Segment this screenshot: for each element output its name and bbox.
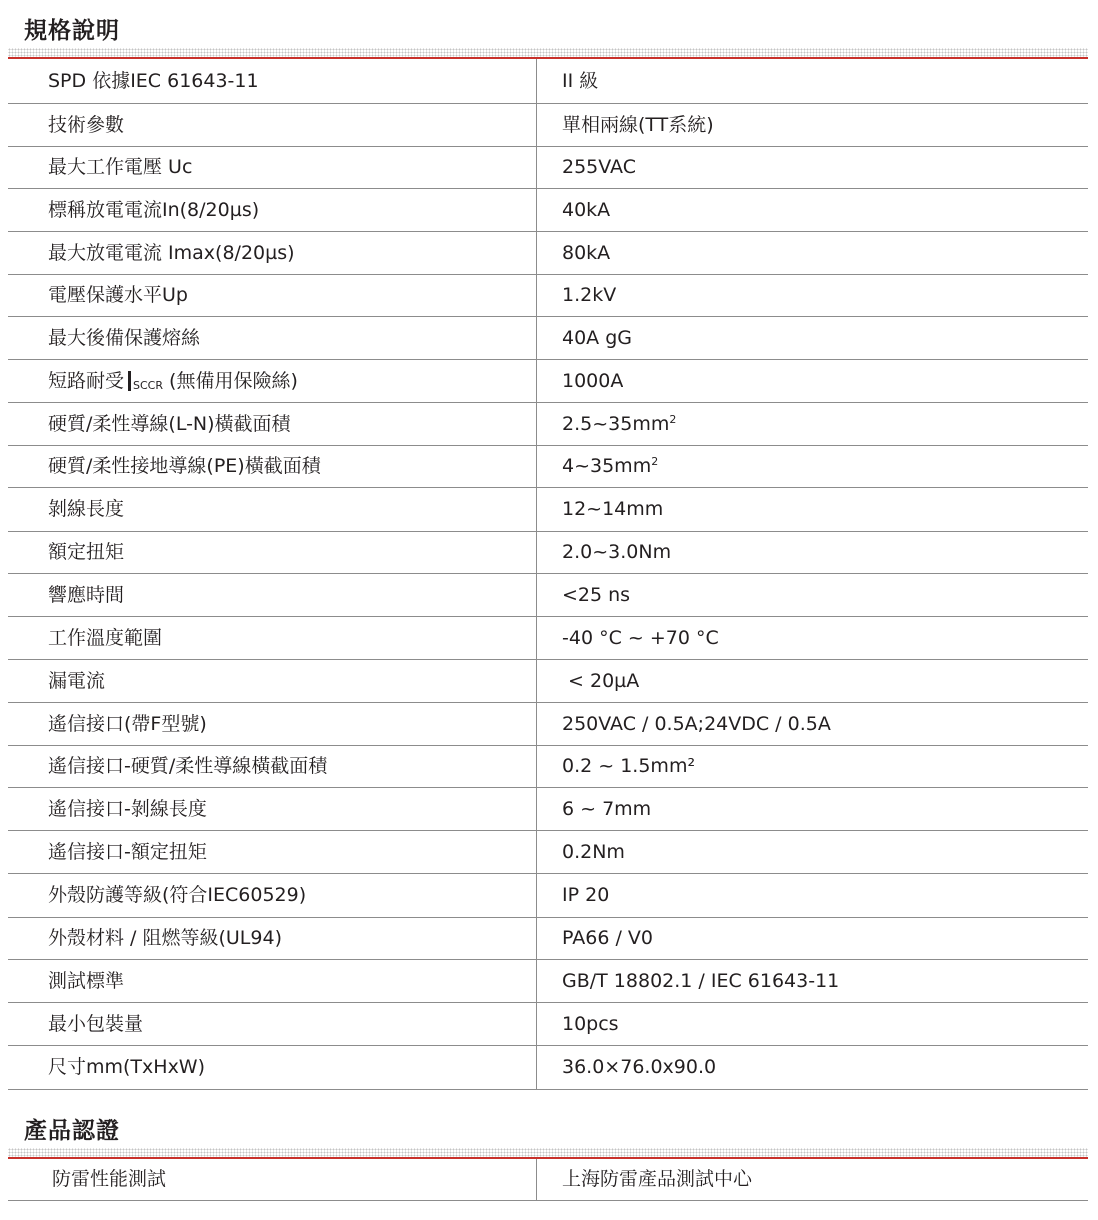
- spec-label: 額定扭矩: [8, 532, 537, 573]
- spec-label: 工作溫度範圍: [8, 617, 537, 659]
- spec-label: 測試標準: [8, 960, 537, 1002]
- spec-header-dotted-band: [8, 48, 1088, 57]
- cert-label: 防雷性能測試: [8, 1159, 537, 1200]
- table-row: [8, 1046, 1088, 1090]
- spec-label: 遙信接口(帶F型號): [8, 703, 537, 745]
- spec-section-title: 規格說明: [24, 18, 120, 44]
- spec-value: 0.2Nm: [562, 840, 625, 863]
- spec-label: 硬質/柔性導線(L-N)橫截面積: [8, 403, 537, 445]
- spec-value: 12~14mm: [562, 498, 664, 521]
- spec-value-with-exponent: [537, 455, 658, 478]
- table-row: [8, 403, 1088, 446]
- table-row: [8, 532, 1088, 574]
- spec-label: 漏電流: [8, 660, 537, 702]
- spec-label: SPD 依據IEC 61643-11: [8, 59, 537, 103]
- spec-value: PA66 / V0: [562, 927, 653, 950]
- table-row: [8, 488, 1088, 532]
- spec-label: 電壓保護水平Up: [8, 275, 537, 316]
- spec-value: <25 ns: [562, 583, 631, 606]
- table-row: [8, 617, 1088, 660]
- spec-value: 40kA: [562, 198, 611, 221]
- table-row: [8, 746, 1088, 788]
- table-row: [8, 703, 1088, 746]
- table-row: [8, 874, 1088, 918]
- spec-label: 外殼防護等級(符合IEC60529): [8, 874, 537, 917]
- spec-value: 1000A: [562, 369, 624, 392]
- spec-label: 遙信接口-剝線長度: [8, 788, 537, 830]
- spec-label: 技術參數: [8, 104, 537, 146]
- spec-label: 最小包裝量: [8, 1003, 537, 1045]
- spec-value: 255VAC: [562, 156, 636, 179]
- table-row: [8, 317, 1088, 360]
- spec-value: 250VAC / 0.5A;24VDC / 0.5A: [562, 712, 831, 735]
- spec-label: 剝線長度: [8, 488, 537, 531]
- spec-value: -40 °C ~ +70 °C: [562, 626, 719, 649]
- spec-value: 40A gG: [562, 326, 632, 349]
- table-row: [8, 446, 1088, 488]
- spec-label: 尺寸mm(TxHxW): [8, 1046, 537, 1089]
- table-row: [8, 831, 1088, 874]
- spec-label: 遙信接口-硬質/柔性導線橫截面積: [8, 746, 537, 787]
- current-symbol-bar-icon: [128, 371, 131, 391]
- spec-value-superscript: 2: [651, 455, 659, 469]
- spec-label: 響應時間: [8, 574, 537, 616]
- spec-value: 36.0×76.0x90.0: [562, 1056, 717, 1079]
- spec-value-main: 2.5~35mm: [562, 412, 670, 435]
- table-row: [8, 574, 1088, 617]
- spec-value: GB/T 18802.1 / IEC 61643-11: [562, 969, 840, 992]
- spec-value-main: 4~35mm: [562, 455, 652, 478]
- cert-header-dotted-band: [8, 1148, 1088, 1157]
- spec-value: 6 ~ 7mm: [562, 797, 652, 820]
- spec-label-prefix: 短路耐受: [48, 369, 125, 392]
- table-row: [8, 232, 1088, 275]
- cert-value: 上海防雷產品測試中心: [562, 1168, 753, 1191]
- table-row: [8, 788, 1088, 831]
- table-row: [8, 660, 1088, 703]
- spec-value: IP 20: [562, 884, 610, 907]
- spec-label: 遙信接口-額定扭矩: [8, 831, 537, 873]
- table-row: [8, 1159, 1088, 1201]
- spec-value: 1.2kV: [562, 284, 617, 307]
- spec-value-with-exponent: [537, 413, 676, 436]
- table-row: [8, 960, 1088, 1003]
- spec-label: 最大放電電流 Imax(8/20µs): [8, 232, 537, 274]
- spec-value: 單相兩線(TT系統): [562, 113, 714, 136]
- spec-label: 最大後備保護熔絲: [8, 317, 537, 359]
- spec-label-sccr: [8, 360, 537, 402]
- spec-value: 80kA: [562, 241, 611, 264]
- cert-table: [8, 1159, 1088, 1201]
- spec-label: 最大工作電壓 Uc: [8, 147, 537, 188]
- spec-value-superscript: 2: [669, 412, 677, 426]
- spec-value: < 20µA: [562, 669, 640, 692]
- table-row: [8, 918, 1088, 960]
- spec-label: 標稱放電電流In(8/20µs): [8, 189, 537, 231]
- spec-value: 10pcs: [562, 1012, 619, 1035]
- spec-label: 硬質/柔性接地導線(PE)橫截面積: [8, 446, 537, 487]
- table-row: [8, 59, 1088, 104]
- spec-value: 0.2 ~ 1.5mm²: [562, 755, 696, 778]
- spec-label-subscript: SCCR: [133, 379, 164, 393]
- spec-label-suffix: (無備用保險絲): [163, 369, 298, 392]
- cert-section-title: 產品認證: [24, 1118, 120, 1144]
- table-row: [8, 189, 1088, 232]
- table-row: [8, 275, 1088, 317]
- table-row: [8, 104, 1088, 147]
- spec-value: 2.0~3.0Nm: [562, 541, 672, 564]
- spec-table: [8, 59, 1088, 1090]
- table-row: [8, 147, 1088, 189]
- spec-value: II 級: [562, 69, 599, 92]
- table-row: [8, 360, 1088, 403]
- spec-label: 外殼材料 / 阻燃等級(UL94): [8, 918, 537, 959]
- table-row: [8, 1003, 1088, 1046]
